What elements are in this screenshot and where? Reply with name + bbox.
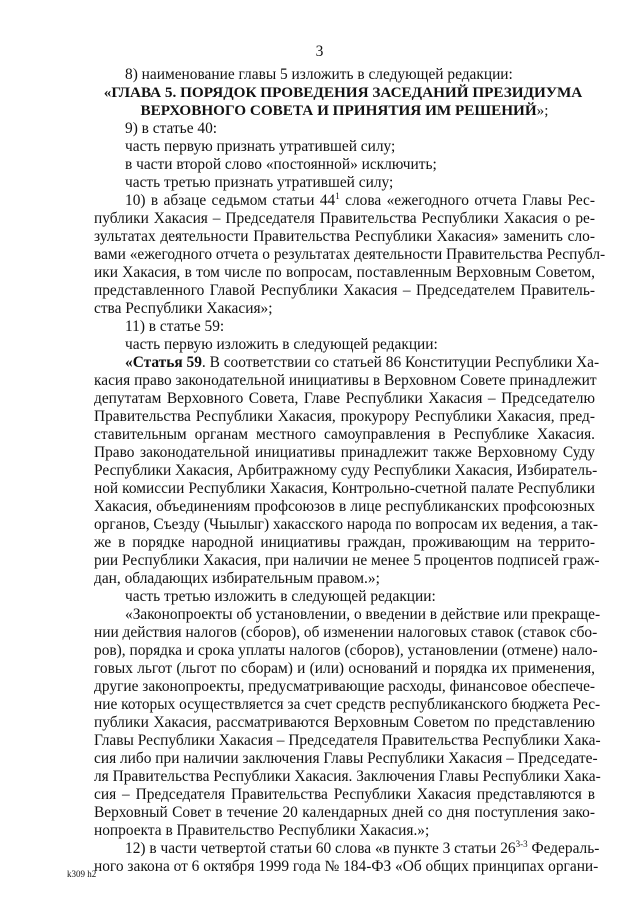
part-3-line: Главы Республики Хакасия – Председателя Правительства Республики Хака- [94, 732, 601, 749]
item-9: 9) в статье 40: [125, 120, 218, 137]
chapter-heading-line-2 [94, 102, 595, 120]
item-12-text-b: Федераль- [527, 840, 600, 857]
article-59-line: органов, Съезду (Чыылыг) хакасского народа по вопросам их ведения, а так- [94, 516, 599, 533]
item-9-part-b: в части второй слово «постоянной» исключить; [125, 156, 437, 173]
item-11: 11) в статье 59: [125, 318, 225, 335]
document-body [94, 66, 606, 876]
part-3-line: говых льгот (льгот по сборам) и (или) оснований и порядка их применения, [94, 660, 595, 677]
item-12-line [94, 838, 600, 858]
item-12-line: ного закона от 6 октября 1999 года № 184-ФЗ «Об общих принципах органи- [94, 858, 599, 875]
item-10-line: ства Республики Хакасия»; [94, 300, 273, 317]
item-8: 8) наименование главы 5 изложить в следующей редакции: [125, 66, 513, 83]
chapter-heading-line-1: «ГЛАВА 5. ПОРЯДОК ПРОВЕДЕНИЯ ЗАСЕДАНИЙ ПРЕЗИДИУМА [103, 84, 583, 101]
page-number: 3 [315, 43, 324, 60]
article-59-label: «Статья 59 [125, 354, 202, 371]
footer-code: k309 h2 [67, 869, 97, 879]
item-10-line [94, 192, 595, 210]
item-10-line: зультатах деятельности Правительства Республики Хакасия» заменить сло- [94, 228, 595, 245]
part-3-line: ров), порядка и срока уплаты налогов (сборов), установлении (отмене) нало- [94, 642, 598, 659]
article-59-line: Республики Хакасия, Арбитражному суду Республики Хакасия, Избиратель- [94, 462, 598, 479]
article-59-text: . В соответствии со статьей 86 Конституции Республики Ха- [201, 354, 600, 371]
article-59-line: Хакасия, объединениям профсоюзов в лице республиканских профсоюзных [94, 498, 595, 515]
article-59-line: депутатам Верховного Совета, Главе Республики Хакасия – Председателю [94, 390, 595, 407]
article-59-line: Право законодательной инициативы принадлежит также Верховному Суду [94, 444, 595, 461]
item-9-part-a: часть первую признать утратившей силу; [125, 138, 396, 155]
article-59-line: ной комиссии Республики Хакасия, Контрольно-счетной палате Республики [94, 480, 595, 497]
part-3-line: ние которых осуществляется за счет средств республиканского бюджета Рес- [94, 696, 601, 713]
part-3-line: нопроекта в Правительство Республики Хакасия.»; [94, 822, 430, 839]
item-10-line: публики Хакасия – Председателя Правительства Республики Хакасия о ре- [94, 210, 595, 227]
item-11-part-a: часть первую изложить в следующей редакции: [125, 336, 438, 353]
part-3-line: публики Хакасия, рассматриваются Верховным Советом по представлению [94, 714, 595, 731]
article-59-line: же в порядке народной инициативы граждан, проживающим на террито- [94, 534, 595, 551]
item-10-superscript: 1 [335, 190, 340, 201]
article-59-line: касия право законодательной инициативы в Верховном Совете принадлежит [94, 372, 597, 389]
part-3-line: «Законопроекты об установлении, о введении в действие или прекраще- [125, 606, 601, 623]
part-3-line: сия либо при наличии заключения Главы Республики Хакасия – Председате- [94, 750, 598, 767]
chapter-heading-line-2-end: »; [536, 102, 549, 119]
item-10-line: вами «ежегодного отчета о результатах деятельности Правительства Республ- [94, 246, 606, 263]
article-59-line: Правительства Республики Хакасия, прокурору Республики Хакасия, пред- [94, 408, 595, 425]
item-10-text-a: 10) в абзаце седьмом статьи 44 [125, 192, 336, 209]
item-12-superscript: 3-3 [515, 838, 528, 849]
part-3-line: сия – Председателя Правительства Республики Хакасия представляются в [94, 786, 595, 803]
item-12-text-a: 12) в части четвертой статьи 60 слова «в пункте 3 статьи 26 [125, 840, 516, 857]
article-59-line [94, 354, 600, 372]
part-3-line: нии действия налогов (сборов), об изменении налоговых ставок (ставок сбо- [94, 624, 598, 641]
article-59-line: дан, обладающих избирательным правом.»; [94, 570, 380, 587]
item-10-line: представленного Главой Республики Хакасия – Председателем Правитель- [94, 282, 595, 299]
article-59-line: ставительным органам местного самоуправления в Республике Хакасия. [94, 426, 595, 443]
article-59-line: рии Республики Хакасия, при наличии не менее 5 процентов подписей граж- [94, 552, 600, 569]
part-3-intro: часть третью изложить в следующей редакции: [125, 588, 436, 605]
part-3-line: Верховный Совет в течение 20 календарных дней со дня поступления зако- [94, 804, 595, 821]
item-10-text-b: слова «ежегодного отчета Главы Рес- [339, 192, 595, 209]
chapter-heading-line-2-text: ВЕРХОВНОГО СОВЕТА И ПРИНЯТИЯ ИМ РЕШЕНИЙ [140, 102, 537, 119]
item-9-part-c: часть третью признать утратившей силу; [125, 174, 394, 191]
part-3-line: другие законопроекты, предусматривающие расходы, финансовое обеспече- [94, 678, 596, 695]
item-10-line: ики Хакасия, в том числе по вопросам, поставленным Верховным Советом, [94, 264, 595, 281]
part-3-line: ля Правительства Республики Хакасия. Заключения Главы Республики Хака- [94, 768, 601, 785]
